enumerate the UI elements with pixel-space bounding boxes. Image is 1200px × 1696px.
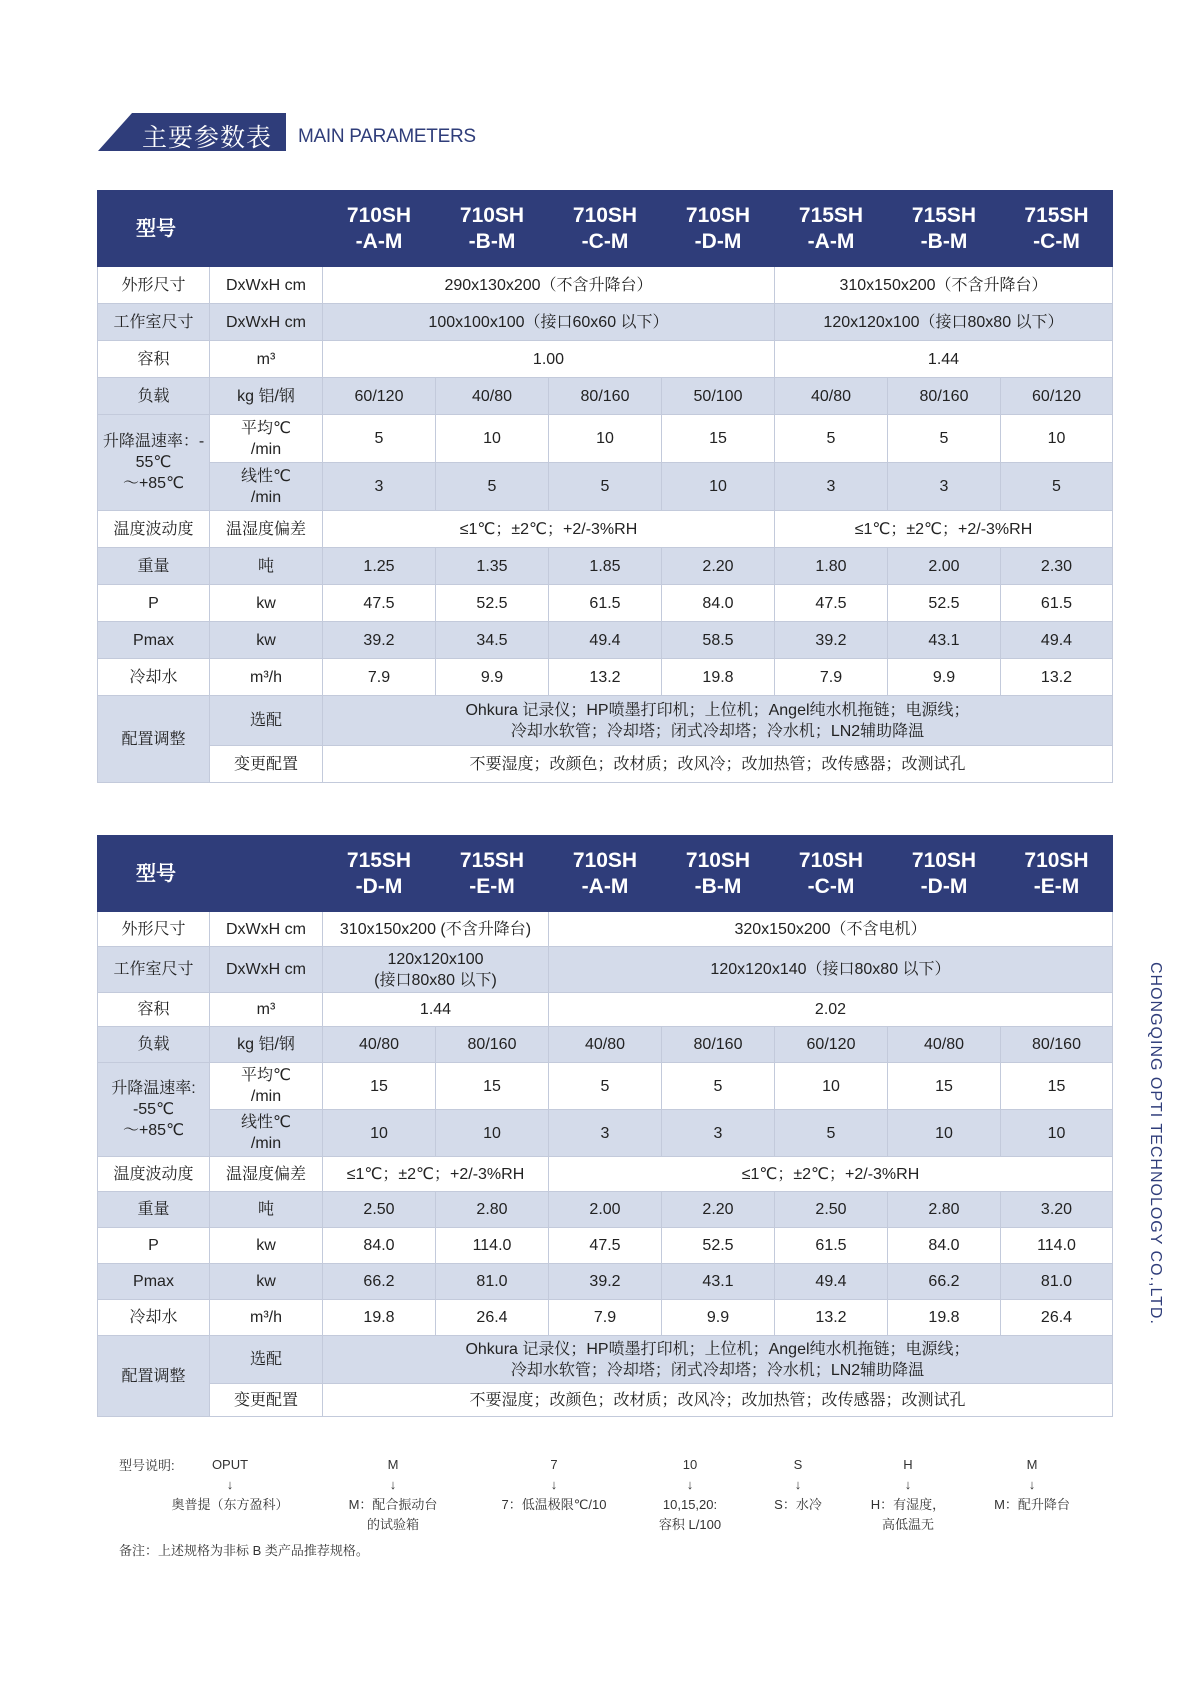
row-weight bbox=[98, 1192, 1113, 1228]
row-unit: 线性℃ /min bbox=[210, 1110, 323, 1157]
row-label: 容积 bbox=[98, 341, 210, 378]
table-cell: 15 bbox=[436, 1063, 549, 1110]
row-unit: 变更配置 bbox=[210, 1384, 323, 1417]
table-cell: 2.30 bbox=[1001, 548, 1113, 585]
row-label: 负载 bbox=[98, 1027, 210, 1063]
table-cell: 80/160 bbox=[436, 1027, 549, 1063]
table-cell: 10 bbox=[549, 415, 662, 463]
table-cell: 7.9 bbox=[323, 659, 436, 696]
table-cell: 84.0 bbox=[323, 1228, 436, 1264]
row-unit: DxWxH cm bbox=[210, 912, 323, 947]
row-power bbox=[98, 1228, 1113, 1264]
row-unit: kg 铝/钢 bbox=[210, 378, 323, 415]
table-cell: 52.5 bbox=[436, 585, 549, 622]
model-header: 715SH -C-M bbox=[1001, 191, 1113, 267]
cell-group1: 1.00 bbox=[323, 341, 775, 378]
table-cell: 2.20 bbox=[662, 1192, 775, 1228]
legend-item: S ↓ S：水冷 bbox=[774, 1457, 822, 1512]
row-unit: kw bbox=[210, 1228, 323, 1264]
row-chamber bbox=[98, 304, 1113, 341]
table-cell: 2.50 bbox=[775, 1192, 888, 1228]
table-cell: 2.00 bbox=[549, 1192, 662, 1228]
model-header: 710SH -A-M bbox=[549, 836, 662, 912]
table-cell: 39.2 bbox=[775, 622, 888, 659]
row-label: 冷却水 bbox=[98, 1300, 210, 1336]
table-header-row bbox=[98, 836, 1113, 912]
cell-group1: 1.44 bbox=[323, 993, 549, 1027]
table-cell: 13.2 bbox=[775, 1300, 888, 1336]
title-en: MAIN PARAMETERS bbox=[298, 126, 476, 147]
row-config-change bbox=[98, 1384, 1113, 1417]
table-cell: 66.2 bbox=[888, 1264, 1001, 1300]
row-power bbox=[98, 585, 1113, 622]
table-cell: 3 bbox=[775, 463, 888, 511]
table-cell: 60/120 bbox=[775, 1027, 888, 1063]
table-cell: 47.5 bbox=[775, 585, 888, 622]
table-cell: 15 bbox=[323, 1063, 436, 1110]
table-cell: 80/160 bbox=[662, 1027, 775, 1063]
model-header: 710SH -D-M bbox=[662, 191, 775, 267]
table-cell: 10 bbox=[775, 1063, 888, 1110]
table-cell: 39.2 bbox=[549, 1264, 662, 1300]
table-cell: 114.0 bbox=[1001, 1228, 1113, 1264]
table-cell: 10 bbox=[1001, 415, 1113, 463]
cell-change: 不要湿度；改颜色；改材质；改风冷；改加热管；改传感器；改测试孔 bbox=[323, 746, 1113, 783]
table-cell: 2.80 bbox=[436, 1192, 549, 1228]
table-cell: 49.4 bbox=[1001, 622, 1113, 659]
row-unit: 吨 bbox=[210, 548, 323, 585]
table-cell: 1.80 bbox=[775, 548, 888, 585]
row-label: 温度波动度 bbox=[98, 1157, 210, 1192]
table-cell: 81.0 bbox=[1001, 1264, 1113, 1300]
row-load bbox=[98, 1027, 1113, 1063]
row-unit: DxWxH cm bbox=[210, 267, 323, 304]
row-pmax bbox=[98, 1264, 1113, 1300]
cell-group1: 100x100x100（接口60x60 以下） bbox=[323, 304, 775, 341]
row-volume bbox=[98, 993, 1113, 1027]
legend-item: M ↓ M：配升降台 bbox=[994, 1457, 1070, 1512]
table-cell: 61.5 bbox=[1001, 585, 1113, 622]
row-label-rate: 升降温速率: -55℃ ～+85℃ bbox=[98, 1063, 210, 1157]
row-label: 工作室尺寸 bbox=[98, 947, 210, 993]
table-cell: 40/80 bbox=[775, 378, 888, 415]
table-cell: 43.1 bbox=[888, 622, 1001, 659]
table-cell: 66.2 bbox=[323, 1264, 436, 1300]
cell-group1: ≤1℃；±2℃；+2/-3%RH bbox=[323, 1157, 549, 1192]
row-unit: 温湿度偏差 bbox=[210, 511, 323, 548]
row-unit: 吨 bbox=[210, 1192, 323, 1228]
table-cell: 52.5 bbox=[888, 585, 1001, 622]
row-unit: kg 铝/钢 bbox=[210, 1027, 323, 1063]
table-cell: 5 bbox=[323, 415, 436, 463]
table-cell: 39.2 bbox=[323, 622, 436, 659]
row-unit: 线性℃ /min bbox=[210, 463, 323, 511]
row-label: P bbox=[98, 1228, 210, 1264]
table-cell: 19.8 bbox=[662, 659, 775, 696]
row-unit: kw bbox=[210, 1264, 323, 1300]
row-config-optional bbox=[98, 696, 1113, 746]
row-label: 容积 bbox=[98, 993, 210, 1027]
legend-item: 7 ↓ 7：低温极限℃/10 bbox=[501, 1457, 607, 1512]
legend-item: M ↓ M：配合振动台 的试验箱 bbox=[348, 1457, 438, 1532]
row-unit: DxWxH cm bbox=[210, 304, 323, 341]
model-header: 715SH -A-M bbox=[775, 191, 888, 267]
model-header: 710SH -C-M bbox=[775, 836, 888, 912]
table-cell: 9.9 bbox=[662, 1300, 775, 1336]
legend-label: 型号说明: bbox=[119, 1458, 175, 1473]
row-label: 工作室尺寸 bbox=[98, 304, 210, 341]
table-cell: 3 bbox=[662, 1110, 775, 1157]
parameters-table-2 bbox=[97, 835, 1113, 1417]
cell-group2: 320x150x200（不含电机） bbox=[549, 912, 1113, 947]
model-header: 710SH -C-M bbox=[549, 191, 662, 267]
table-cell: 3.20 bbox=[1001, 1192, 1113, 1228]
legend-item: H ↓ H：有湿度， 高低温无 bbox=[870, 1457, 946, 1532]
row-unit: m³ bbox=[210, 993, 323, 1027]
row-label: 冷却水 bbox=[98, 659, 210, 696]
title-cn: 主要参数表 bbox=[142, 124, 273, 152]
row-unit: m³/h bbox=[210, 1300, 323, 1336]
row-rate-linear bbox=[98, 1110, 1113, 1157]
table-cell: 2.00 bbox=[888, 548, 1001, 585]
table-cell: 2.20 bbox=[662, 548, 775, 585]
table-cell: 40/80 bbox=[323, 1027, 436, 1063]
row-unit: m³ bbox=[210, 341, 323, 378]
table-cell: 15 bbox=[888, 1063, 1001, 1110]
table-cell: 13.2 bbox=[549, 659, 662, 696]
table-cell: 7.9 bbox=[775, 659, 888, 696]
row-cooling-water bbox=[98, 1300, 1113, 1336]
row-unit: 变更配置 bbox=[210, 746, 323, 783]
table-cell: 13.2 bbox=[1001, 659, 1113, 696]
footnote: 备注：上述规格为非标 B 类产品推荐规格。 bbox=[119, 1543, 369, 1558]
model-header: 710SH -E-M bbox=[1001, 836, 1113, 912]
table-cell: 43.1 bbox=[662, 1264, 775, 1300]
legend-item: OPUT ↓ 奥普提（东方盈科） bbox=[171, 1457, 289, 1512]
table-cell: 10 bbox=[662, 463, 775, 511]
row-unit: 选配 bbox=[210, 1336, 323, 1384]
row-unit: 温湿度偏差 bbox=[210, 1157, 323, 1192]
row-unit: DxWxH cm bbox=[210, 947, 323, 993]
model-header: 710SH -A-M bbox=[323, 191, 436, 267]
row-dimensions bbox=[98, 912, 1113, 947]
cell-group2: ≤1℃；±2℃；+2/-3%RH bbox=[775, 511, 1113, 548]
table-cell: 2.80 bbox=[888, 1192, 1001, 1228]
table-cell: 9.9 bbox=[436, 659, 549, 696]
table-cell: 58.5 bbox=[662, 622, 775, 659]
table-cell: 5 bbox=[436, 463, 549, 511]
table-cell: 9.9 bbox=[888, 659, 1001, 696]
cell-group2: 2.02 bbox=[549, 993, 1113, 1027]
table-cell: 10 bbox=[436, 1110, 549, 1157]
table-cell: 15 bbox=[1001, 1063, 1113, 1110]
row-unit: kw bbox=[210, 585, 323, 622]
table-cell: 1.35 bbox=[436, 548, 549, 585]
table-cell: 61.5 bbox=[775, 1228, 888, 1264]
table-cell: 5 bbox=[549, 1063, 662, 1110]
cell-group2: 120x120x100（接口80x80 以下） bbox=[775, 304, 1113, 341]
cell-group1: ≤1℃；±2℃；+2/-3%RH bbox=[323, 511, 775, 548]
cell-group2: 1.44 bbox=[775, 341, 1113, 378]
row-unit: m³/h bbox=[210, 659, 323, 696]
table-cell: 60/120 bbox=[323, 378, 436, 415]
model-label: 型号 bbox=[98, 836, 323, 912]
row-label: Pmax bbox=[98, 622, 210, 659]
table-cell: 2.50 bbox=[323, 1192, 436, 1228]
table-cell: 1.85 bbox=[549, 548, 662, 585]
row-load bbox=[98, 378, 1113, 415]
table-header-row bbox=[98, 191, 1113, 267]
model-header: 715SH -D-M bbox=[323, 836, 436, 912]
table-cell: 61.5 bbox=[549, 585, 662, 622]
table-cell: 19.8 bbox=[323, 1300, 436, 1336]
table-cell: 114.0 bbox=[436, 1228, 549, 1264]
model-label: 型号 bbox=[98, 191, 323, 267]
row-unit: kw bbox=[210, 622, 323, 659]
table-cell: 15 bbox=[662, 415, 775, 463]
table-cell: 7.9 bbox=[549, 1300, 662, 1336]
cell-group1: 120x120x100 (接口80x80 以下) bbox=[323, 947, 549, 993]
cell-group2: 120x120x140（接口80x80 以下） bbox=[549, 947, 1113, 993]
table-cell: 5 bbox=[662, 1063, 775, 1110]
table-cell: 5 bbox=[549, 463, 662, 511]
table-cell: 3 bbox=[888, 463, 1001, 511]
cell-optional: Ohkura 记录仪；HP喷墨打印机；上位机；Angel纯水机拖链；电源线； 冷却水软管；冷却塔；闭式冷却塔；冷水机；LN2辅助降温 bbox=[323, 696, 1113, 746]
cell-optional: Ohkura 记录仪；HP喷墨打印机；上位机；Angel纯水机拖链；电源线； 冷却水软管；冷却塔；闭式冷却塔；冷水机；LN2辅助降温 bbox=[323, 1336, 1113, 1384]
table-cell: 80/160 bbox=[888, 378, 1001, 415]
row-label: 负载 bbox=[98, 378, 210, 415]
row-label: 重量 bbox=[98, 1192, 210, 1228]
row-label: 外形尺寸 bbox=[98, 912, 210, 947]
table-cell: 84.0 bbox=[662, 585, 775, 622]
row-label: 外形尺寸 bbox=[98, 267, 210, 304]
row-label: 温度波动度 bbox=[98, 511, 210, 548]
row-rate-avg bbox=[98, 415, 1113, 463]
table-cell: 10 bbox=[323, 1110, 436, 1157]
model-header: 715SH -B-M bbox=[888, 191, 1001, 267]
row-label: P bbox=[98, 585, 210, 622]
table-cell: 49.4 bbox=[775, 1264, 888, 1300]
model-header: 710SH -B-M bbox=[436, 191, 549, 267]
model-header: 715SH -E-M bbox=[436, 836, 549, 912]
row-config-change bbox=[98, 746, 1113, 783]
row-fluctuation bbox=[98, 1157, 1113, 1192]
table-cell: 19.8 bbox=[888, 1300, 1001, 1336]
row-label-config: 配置调整 bbox=[98, 696, 210, 783]
table-cell: 80/160 bbox=[549, 378, 662, 415]
cell-group2: ≤1℃；±2℃；+2/-3%RH bbox=[549, 1157, 1113, 1192]
legend-item: 10 ↓ 10,15,20: 容积 L/100 bbox=[658, 1457, 722, 1532]
row-cooling-water bbox=[98, 659, 1113, 696]
row-label-config: 配置调整 bbox=[98, 1336, 210, 1417]
table-cell: 26.4 bbox=[1001, 1300, 1113, 1336]
row-config-optional bbox=[98, 1336, 1113, 1384]
row-unit: 平均℃ /min bbox=[210, 1063, 323, 1110]
table-cell: 5 bbox=[888, 415, 1001, 463]
cell-group1: 290x130x200（不含升降台） bbox=[323, 267, 775, 304]
row-unit: 选配 bbox=[210, 696, 323, 746]
company-name-vertical: CHONGQING OPTI TECHNOLOGY CO.,LTD. bbox=[1147, 962, 1164, 1325]
row-label: 重量 bbox=[98, 548, 210, 585]
row-fluctuation bbox=[98, 511, 1113, 548]
cell-group2: 310x150x200（不含升降台） bbox=[775, 267, 1113, 304]
table-cell: 81.0 bbox=[436, 1264, 549, 1300]
row-unit: 平均℃ /min bbox=[210, 415, 323, 463]
row-label: Pmax bbox=[98, 1264, 210, 1300]
table-cell: 10 bbox=[888, 1110, 1001, 1157]
table-cell: 49.4 bbox=[549, 622, 662, 659]
table-cell: 40/80 bbox=[436, 378, 549, 415]
table-cell: 10 bbox=[1001, 1110, 1113, 1157]
parameters-table-1 bbox=[97, 190, 1113, 783]
table-cell: 84.0 bbox=[888, 1228, 1001, 1264]
table-cell: 52.5 bbox=[662, 1228, 775, 1264]
table-cell: 50/100 bbox=[662, 378, 775, 415]
table-cell: 5 bbox=[1001, 463, 1113, 511]
model-code-legend bbox=[0, 1455, 1200, 1545]
row-volume bbox=[98, 341, 1113, 378]
row-rate-linear bbox=[98, 463, 1113, 511]
table-cell: 60/120 bbox=[1001, 378, 1113, 415]
table-cell: 26.4 bbox=[436, 1300, 549, 1336]
table-cell: 80/160 bbox=[1001, 1027, 1113, 1063]
model-header: 710SH -D-M bbox=[888, 836, 1001, 912]
row-dimensions bbox=[98, 267, 1113, 304]
cell-change: 不要湿度；改颜色；改材质；改风冷；改加热管；改传感器；改测试孔 bbox=[323, 1384, 1113, 1417]
table-cell: 5 bbox=[775, 1110, 888, 1157]
table-cell: 47.5 bbox=[323, 585, 436, 622]
model-header: 710SH -B-M bbox=[662, 836, 775, 912]
table-cell: 34.5 bbox=[436, 622, 549, 659]
table-cell: 3 bbox=[323, 463, 436, 511]
table-cell: 5 bbox=[775, 415, 888, 463]
row-pmax bbox=[98, 622, 1113, 659]
table-cell: 40/80 bbox=[888, 1027, 1001, 1063]
table-cell: 3 bbox=[549, 1110, 662, 1157]
table-cell: 47.5 bbox=[549, 1228, 662, 1264]
row-rate-avg bbox=[98, 1063, 1113, 1110]
table-cell: 10 bbox=[436, 415, 549, 463]
table-cell: 40/80 bbox=[549, 1027, 662, 1063]
cell-group1: 310x150x200 (不含升降台) bbox=[323, 912, 549, 947]
table-cell: 1.25 bbox=[323, 548, 436, 585]
row-weight bbox=[98, 548, 1113, 585]
row-label-rate: 升降温速率：- 55℃ ～+85℃ bbox=[98, 415, 210, 511]
row-chamber bbox=[98, 947, 1113, 993]
